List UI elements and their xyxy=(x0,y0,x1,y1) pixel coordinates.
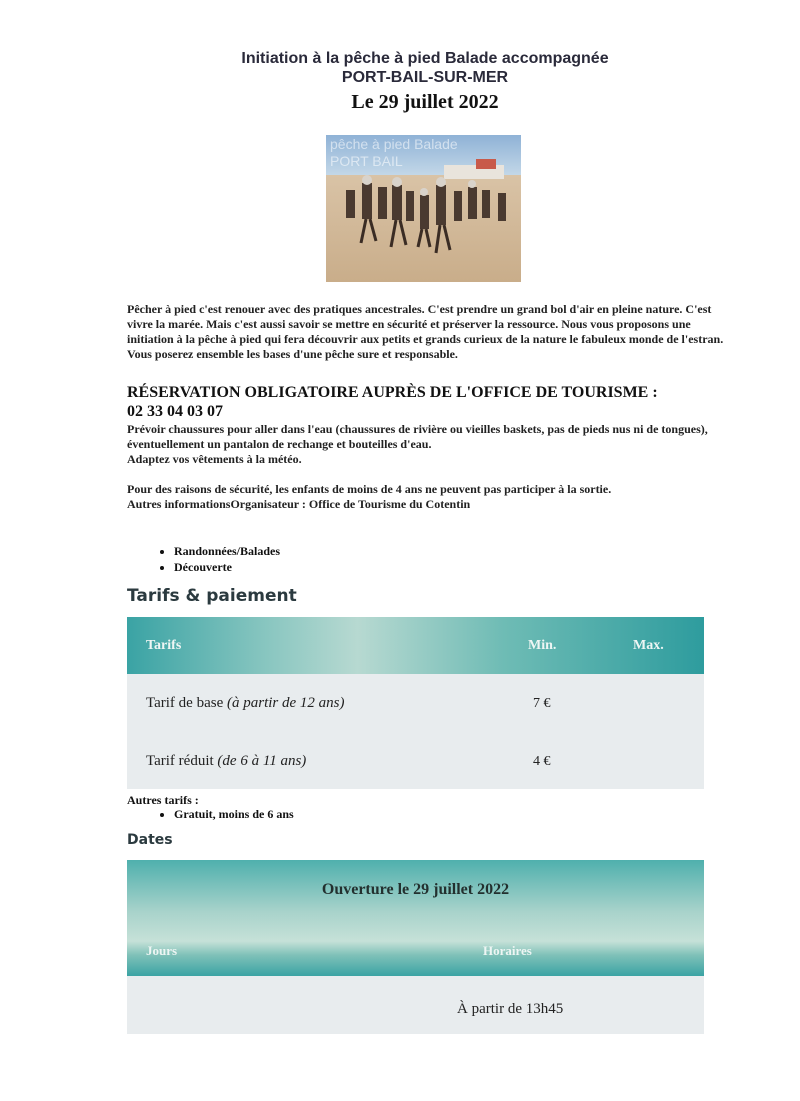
dates-table xyxy=(127,860,704,1034)
event-date-title: Le 29 juillet 2022 xyxy=(351,91,499,113)
shoes-info: Prévoir chaussures pour aller dans l'eau (chaussures de rivière ou vieilles baskets, pas de pieds nus ni de tongues), éventuellement un pantalon de rechange et bouteilles d'eau. xyxy=(127,422,708,451)
reservation-phone: 02 33 04 03 07 xyxy=(127,403,223,420)
category-list xyxy=(148,543,280,575)
col-min: Min. xyxy=(528,638,557,653)
horaire-value: À partir de 13h45 xyxy=(457,1001,564,1017)
dates-table-header xyxy=(127,860,704,976)
title-line-2: PORT-BAIL-SUR-MER xyxy=(341,69,509,86)
tarifs-table xyxy=(127,617,704,789)
category-item: • Randonnées/Balades xyxy=(174,543,280,559)
col-tarifs: Tarifs xyxy=(146,638,182,653)
tarifs-table-header xyxy=(127,617,704,674)
safety-info: Pour des raisons de sécurité, les enfants de moins de 4 ans ne peuvent pas participer à la sortie. xyxy=(127,482,612,496)
tarif-row-min: 4 € xyxy=(533,754,551,769)
tarif-row-label: Tarif de base (à partir de 12 ans) xyxy=(146,695,345,711)
intro-paragraph: Pêcher à pied c'est renouer avec des pratiques ancestrales. C'est prendre un grand bol d'air en pleine nature. C'est vivre la marée. Mais c'est aussi savoir se mettre en sécurité et préserver la ressource. Nous vous proposons une initiation à la pêche à pied qui fera découvrir aux petits et grands curieux de la nature le fabuleux monde de l'estran. Vous poserez ensemble les bases d'une pêche sure et responsable. xyxy=(127,302,724,361)
opening-date: Ouverture le 29 juillet 2022 xyxy=(321,881,510,898)
dates-heading: Dates xyxy=(127,832,173,848)
title-line-1: Initiation à la pêche à pied Balade accompagnée xyxy=(241,50,609,67)
category-item: • Découverte xyxy=(174,559,280,575)
col-horaires: Horaires xyxy=(483,943,532,958)
weather-info: Adaptez vos vêtements à la météo. xyxy=(127,452,302,466)
autres-tarifs-label: Autres tarifs : xyxy=(127,793,199,807)
col-jours: Jours xyxy=(146,943,178,958)
tarif-row-min: 7 € xyxy=(533,696,551,711)
tarif-row-label: Tarif réduit (de 6 à 11 ans) xyxy=(146,753,307,769)
organizer-info: Autres informationsOrganisateur : Office de Tourisme du Cotentin xyxy=(127,497,471,511)
reservation-heading: RÉSERVATION OBLIGATOIRE AUPRÈS DE L'OFFICE DE TOURISME : xyxy=(127,384,658,401)
col-max: Max. xyxy=(633,638,664,653)
event-photo xyxy=(326,135,521,282)
autres-tarifs-item: • Gratuit, moins de 6 ans xyxy=(174,806,294,822)
practical-info xyxy=(127,422,737,512)
autres-tarifs-list xyxy=(148,806,294,822)
tarifs-heading: Tarifs & paiement xyxy=(127,586,297,606)
photo-overlay-text: pêche à pied Balade PORT BAIL xyxy=(330,136,458,169)
